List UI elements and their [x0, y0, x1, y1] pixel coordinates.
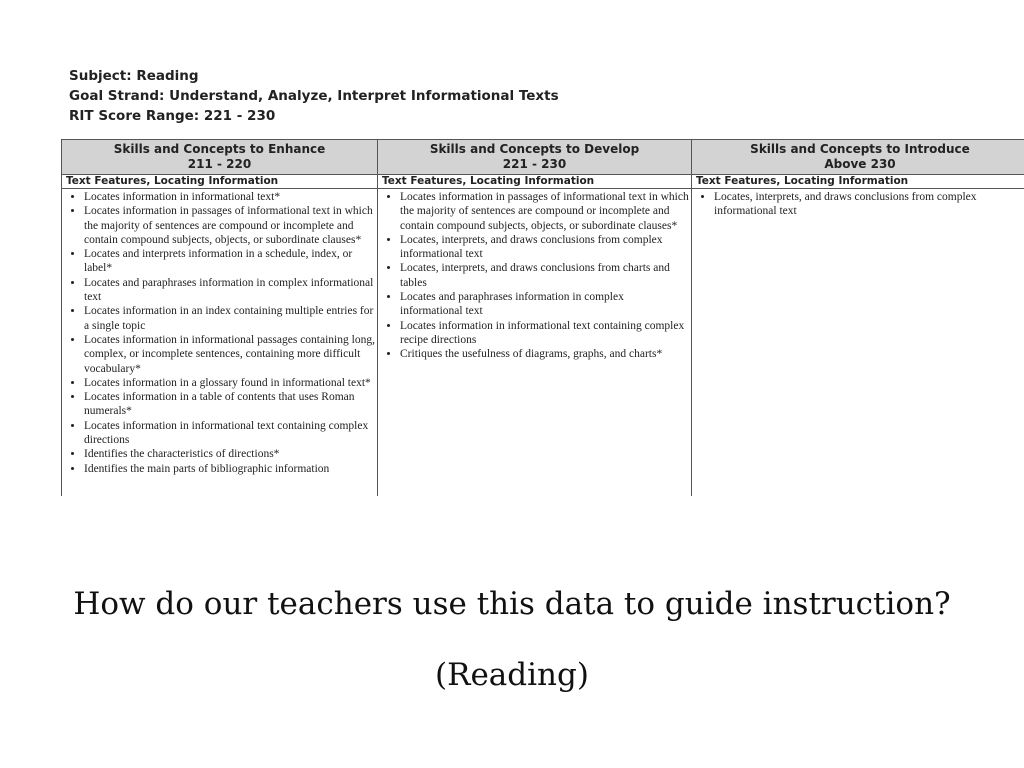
- strand-label: Text Features, Locating Information: [692, 175, 1024, 189]
- strand-row: [62, 175, 1024, 189]
- column-range: 211 - 220: [187, 157, 252, 171]
- column-title: Skills and Concepts to Introduce: [750, 142, 970, 156]
- list-item: • Locates information in passages of informational text in which the majority of sentences are compound or incomplete and contain compound subjects, objects, or subordinate clauses*: [84, 204, 375, 247]
- subject-label: Subject: Reading: [69, 68, 199, 84]
- items-row: [62, 189, 1024, 497]
- skills-table-image: [61, 139, 1024, 496]
- list-item: • Locates and paraphrases information in complex informational text: [84, 276, 375, 305]
- strand-label: Text Features, Locating Information: [62, 175, 378, 189]
- list-item: • Locates information in a glossary found in informational text*: [84, 376, 375, 390]
- list-item: • Locates and interprets information in a schedule, index, or label*: [84, 247, 375, 276]
- list-item: • Locates and paraphrases information in complex informational text: [400, 290, 689, 319]
- enhance-skill-list: [66, 190, 375, 476]
- goal-strand-label: Goal Strand: Understand, Analyze, Interpret Informational Texts: [69, 88, 559, 104]
- list-item: • Identifies the main parts of bibliographic information: [84, 462, 375, 476]
- develop-skill-list: [382, 190, 689, 362]
- list-item: • Locates, interprets, and draws conclusions from complex informational text: [400, 233, 689, 262]
- column-range: Above 230: [824, 157, 896, 171]
- list-item: • Locates information in a table of contents that uses Roman numerals*: [84, 390, 375, 419]
- column-title: Skills and Concepts to Develop: [429, 142, 640, 156]
- column-header-enhance: [62, 140, 378, 175]
- list-item: • Locates, interprets, and draws conclusions from complex informational text: [714, 190, 1024, 219]
- slide-question: How do our teachers use this data to guide instruction?: [73, 586, 951, 622]
- list-item: • Identifies the characteristics of directions*: [84, 447, 375, 461]
- column-header-introduce: [692, 140, 1024, 175]
- list-item: • Critiques the usefulness of diagrams, graphs, and charts*: [400, 347, 689, 361]
- column-range: 221 - 230: [502, 157, 567, 171]
- introduce-skill-list: [696, 190, 1024, 219]
- list-item: • Locates, interprets, and draws conclusions from charts and tables: [400, 261, 689, 290]
- skills-table: [61, 139, 1024, 496]
- list-item: • Locates information in informational text containing complex recipe directions: [400, 319, 689, 348]
- list-item: • Locates information in informational passages containing long, complex, or incomplete sentences, containing more difficult vocabulary*: [84, 333, 375, 376]
- rit-score-range-label: RIT Score Range: 221 - 230: [69, 108, 276, 124]
- table-header-row: [62, 140, 1024, 175]
- develop-items-cell: [378, 189, 692, 497]
- document-header: [69, 66, 559, 126]
- list-item: • Locates information in passages of informational text in which the majority of sentences are compound or incomplete and contain compound subjects, objects, or subordinate clauses*: [400, 190, 689, 233]
- column-header-develop: [378, 140, 692, 175]
- strand-label: Text Features, Locating Information: [378, 175, 692, 189]
- enhance-items-cell: [62, 189, 378, 497]
- slide-subtitle: (Reading): [435, 657, 589, 693]
- list-item: • Locates information in informational text containing complex directions: [84, 419, 375, 448]
- list-item: • Locates information in an index containing multiple entries for a single topic: [84, 304, 375, 333]
- introduce-items-cell: [692, 189, 1024, 497]
- list-item: • Locates information in informational text*: [84, 190, 375, 204]
- column-title: Skills and Concepts to Enhance: [113, 142, 326, 156]
